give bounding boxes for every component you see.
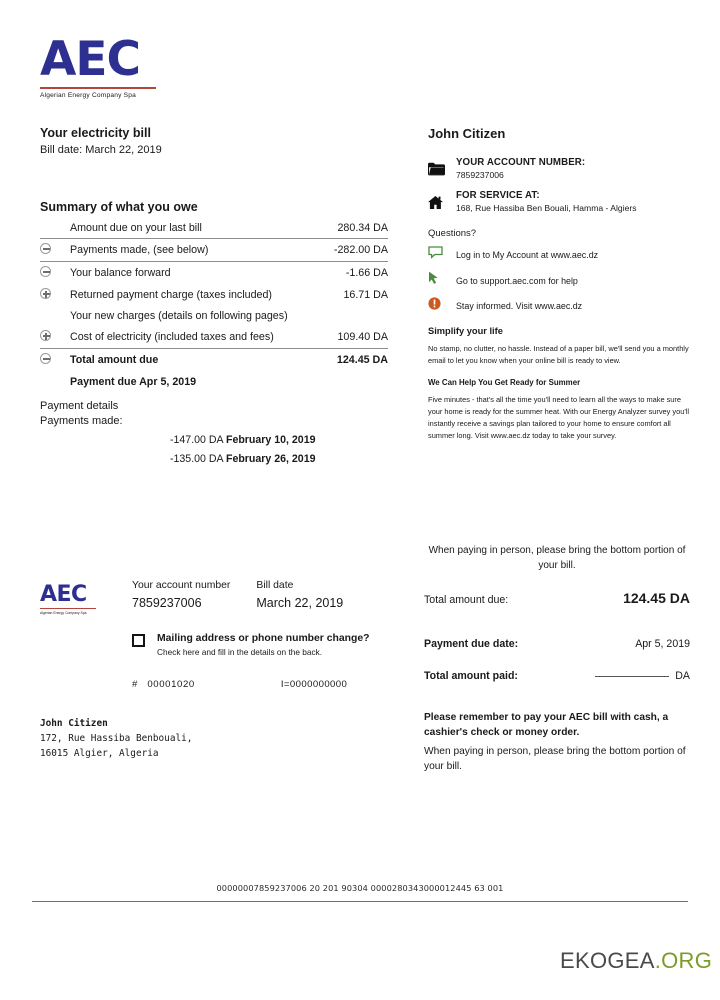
minus-circle-icon [40,353,51,364]
account-info-column [428,126,690,442]
stub-reference-number: 00001020 [147,679,195,690]
row-label: Payments made, (see below) [70,239,321,262]
minus-circle-icon [40,266,51,277]
speech-bubble-icon [428,246,456,264]
row-amount: 16.71 DA [343,289,388,301]
mailing-line-1: 172, Rue Hassiba Benbouali, [40,733,193,744]
row-amount: 109.40 DA [337,331,388,343]
contact-option-my-account[interactable] [428,246,690,264]
minus-circle-icon [40,243,51,254]
stub-logo-wordmark: AEC [40,582,87,607]
table-row [40,262,388,285]
row-amount: -1.66 DA [321,262,388,285]
row-icon-cell [40,218,70,239]
logo-wordmark: AEC [40,32,140,87]
write-in-line [595,676,669,677]
row-amount: -282.00 DA [321,239,388,262]
account-number-value: 7859237006 [456,170,504,180]
payment-date: February 26, 2019 [225,453,316,465]
account-number-label: YOUR ACCOUNT NUMBER: [456,157,586,168]
contact-option-label: Log in to My Account at www.aec.dz [456,250,599,260]
service-address-block [428,190,690,215]
bill-date: Bill date: March 22, 2019 [40,144,162,156]
watermark-tld: .ORG [654,948,713,973]
table-row [40,284,388,306]
info-circle-icon [428,297,456,315]
payment-date: February 10, 2019 [225,434,316,446]
row-label: Amount due on your last bill [70,222,202,234]
simplify-heading: Simplify your life [428,326,503,336]
row-amount: 124.45 DA [321,349,388,372]
ocr-scanline: 00000007859237006 20 201 90304 0000280343000012445 63 001 [216,883,504,893]
summer-heading: We Can Help You Get Ready for Summer [428,377,581,387]
stub-account-field [132,580,230,615]
row-label: Your new charges (details on following pages) [70,310,288,322]
table-row [40,306,388,326]
contact-option-label: Go to support.aec.com for help [456,275,578,286]
stub-amount-paid-row [424,666,690,684]
stub-date-value: March 22, 2019 [256,596,344,610]
cursor-arrow-icon [428,271,456,290]
contact-option-label: Stay informed. Visit www.aec.dz [456,301,583,311]
row-label: Returned payment charge (taxes included) [70,289,272,301]
footer-divider [32,901,688,902]
mailing-address [40,718,400,759]
row-label: Total amount due [70,349,321,372]
plus-circle-icon [40,288,51,299]
stub-due-date-label: Payment due date: [424,638,519,650]
payments-made-label: Payments made: [40,415,123,427]
payment-details-heading: Payment details [40,400,119,412]
stub-logo-divider [40,608,96,609]
payment-amount: -147.00 DA [170,434,224,446]
list-item [170,434,388,446]
mailing-name: John Citizen [40,718,108,729]
table-row [40,239,388,262]
row-icon-cell [40,349,70,372]
stub-total-due-row [424,590,690,606]
summary-heading: Summary of what you owe [40,200,198,214]
address-change-block [40,633,400,657]
payment-amount: -135.00 DA [170,453,224,465]
summer-body: Five minutes - that's all the time you'll need to learn all the ways to make sure your home is ready for the summer heat. With our Energy Analyzer survey you'll instantly receive a savings plan tailored to your home to ensure comfort all summer long. Visit www.aec.dz today to take your survey. [428,394,690,440]
row-icon-cell [40,284,70,306]
payment-stub-right [424,543,690,684]
stub-reference-row [40,679,400,690]
stub-account-value: 7859237006 [132,596,202,610]
logo-tagline: Algerian Energy Company Spa [40,91,136,99]
row-amount: 280.34 DA [337,222,388,234]
watermark-name: EKOGEA [560,948,655,973]
bill-title: Your electricity bill [40,126,151,140]
stub-date-field [256,580,343,615]
stub-total-due-label: Total amount due: [424,594,509,606]
stub-logo-tagline: Algerian Energy Company Spa [40,611,87,615]
house-icon [428,190,456,215]
stub-amount-paid-field[interactable] [595,666,690,684]
summary-table [40,218,388,371]
table-row [40,218,388,239]
payment-stub-left [40,578,400,759]
logo-divider [40,87,156,89]
payment-due-note: Payment due Apr 5, 2019 [70,376,197,388]
stub-amount-paid-label: Total amount paid: [424,670,518,682]
row-label: Cost of electricity (included taxes and fees) [70,331,274,343]
stub-currency: DA [675,670,690,682]
reminder-normal-text: When paying in person, please bring the bottom portion of your bill. [424,745,686,772]
row-icon-cell [40,306,70,326]
stub-due-date-row [424,638,690,650]
stub-note: When paying in person, please bring the bottom portion of your bill. [428,545,686,571]
reminder-bold-text: Please remember to pay your AEC bill with cash, a cashier's check or money order. [424,712,669,739]
address-change-checkbox[interactable] [132,634,145,647]
service-address-label: FOR SERVICE AT: [456,190,540,201]
mailing-line-2: 16015 Algier, Algeria [40,748,159,759]
stub-logo [40,578,132,615]
row-icon-cell [40,262,70,285]
service-address-value: 168, Rue Hassiba Ben Bouali, Hamma - Algiers [456,203,637,213]
list-item [170,453,388,465]
stub-total-due-value: 124.45 DA [623,590,690,606]
account-number-block [428,157,690,181]
contact-option-support[interactable] [428,271,690,290]
folder-icon [428,157,456,181]
table-row-total [40,349,388,372]
plus-circle-icon [40,330,51,341]
stub-reference-code: I=0000000000 [280,679,348,690]
stub-account-label: Your account number [132,580,231,591]
stub-due-date-value: Apr 5, 2019 [635,638,690,650]
bill-summary-column [40,126,388,465]
simplify-body: No stamp, no clutter, no hassle. Instead of a paper bill, we'll send you a monthly email to let you know when your online bill is ready to view. [428,344,689,365]
watermark [560,948,712,974]
company-logo [40,32,156,99]
hash-symbol: # [132,679,138,690]
table-row [40,326,388,349]
questions-heading: Questions? [428,228,477,239]
row-icon-cell [40,326,70,349]
row-label: Your balance forward [70,262,321,285]
address-change-sub: Check here and fill in the details on the back. [157,647,323,657]
stub-date-label: Bill date [256,580,294,591]
contact-option-informed[interactable] [428,297,690,315]
address-change-title: Mailing address or phone number change? [157,633,370,644]
payment-reminder [424,710,696,774]
customer-name: John Citizen [428,126,506,141]
row-icon-cell [40,239,70,262]
